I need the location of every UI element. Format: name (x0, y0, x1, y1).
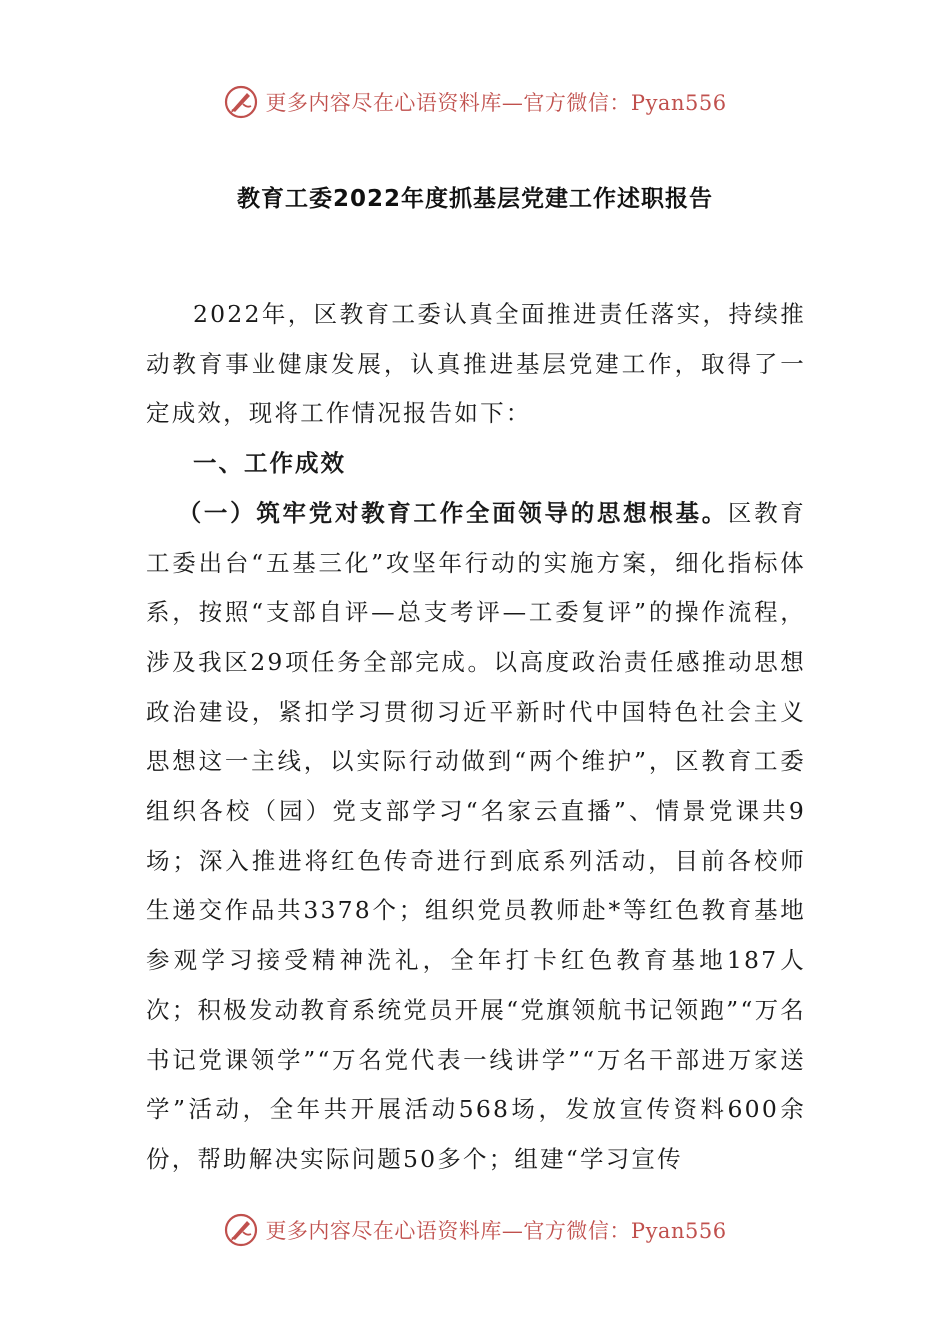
writing-hand-logo-icon (223, 1212, 259, 1248)
intro-paragraph: 2022年，区教育工委认真全面推进责任落实，持续推动教育事业健康发展，认真推进基层党建工作，取得了一定成效，现将工作情况报告如下： (146, 300, 806, 428)
watermark-text: 更多内容尽在心语资料库—官方微信：Pyan556 (265, 91, 727, 115)
writing-hand-logo-icon (223, 84, 259, 120)
subsection-heading: （一）筑牢党对教育工作全面领导的思想根基。 (177, 498, 728, 527)
document-body (146, 290, 806, 1185)
subsection-body: 区教育工委出台“五基三化”攻坚年行动的实施方案，细化指标体系，按照“支部自评—总支考评—工委复评”的操作流程，涉及我区29项任务全部完成。以高度政治责任感推动思想政治建设，紧扣学习贯彻习近平新时代中国特色社会主义思想这一主线，以实际行动做到“两个维护”，区教育工委组织各校（园）党支部学习“名家云直播”、情景党课共9场；深入推进将红色传奇进行到底系列活动，目前各校师生递交作品共3378个；组织党员教师赴*等红色教育基地参观学习接受精神洗礼，全年打卡红色教育基地187人次；积极发动教育系统党员开展“党旗领航书记领跑”“万名书记党课领学”“万名党代表一线讲学”“万名干部进万家送学”活动，全年共开展活动568场，发放宣传资料600余份，帮助解决实际问题50多个；组建“学习宣传 (146, 498, 806, 1173)
watermark-text: 更多内容尽在心语资料库—官方微信：Pyan556 (265, 1219, 727, 1243)
header-watermark-banner (0, 82, 950, 122)
section-heading-achievements: 一、工作成效 (193, 449, 346, 478)
subsection-paragraph (146, 489, 806, 1185)
document-title: 教育工委2022年度抓基层党建工作述职报告 (236, 186, 713, 212)
footer-watermark-banner (0, 1210, 950, 1250)
